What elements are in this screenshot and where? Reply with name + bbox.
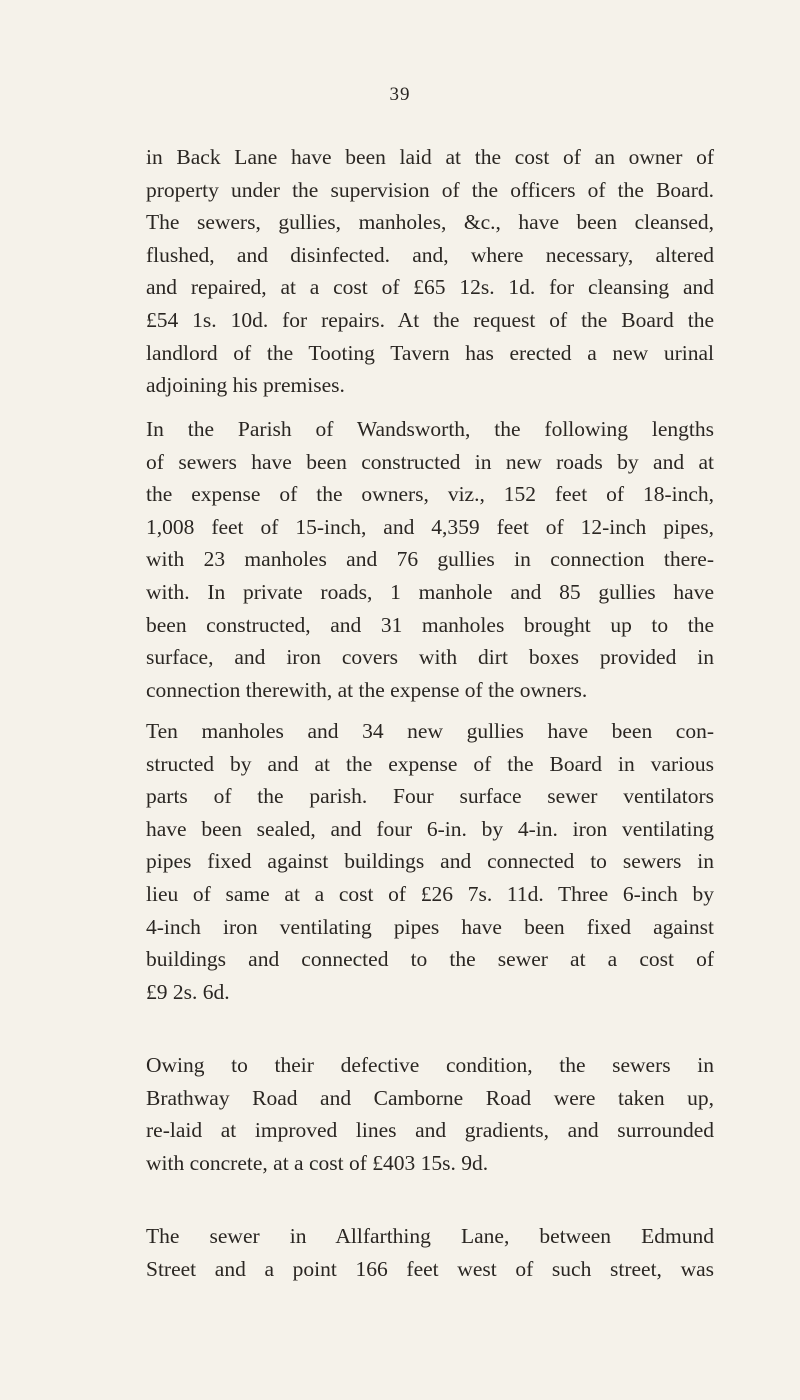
text-line: with. In private roads, 1 manhole and 85 gullies have (146, 579, 714, 604)
page-number: 39 (389, 84, 411, 105)
text-line: adjoining his premises. (146, 373, 345, 398)
text-line: £54 1s. 10d. for repairs. At the request of the Board the (146, 307, 714, 332)
text-line: The sewers, gullies, manholes, &c., have been cleansed, (146, 210, 714, 235)
paragraph-back-lane-sewers (146, 141, 714, 402)
text-line: with concrete, at a cost of £403 15s. 9d. (146, 1150, 489, 1175)
paragraph-defective-sewers (146, 1049, 714, 1179)
text-line: buildings and connected to the sewer at a cost of (146, 947, 714, 972)
paragraph-wandsworth-sewers (146, 413, 714, 706)
text-line: structed by and at the expense of the Board in various (146, 751, 714, 776)
text-line: Brathway Road and Camborne Road were taken up, (146, 1085, 714, 1110)
text-line: been constructed, and 31 manholes brought up to the (146, 612, 714, 637)
text-line: Ten manholes and 34 new gullies have been con- (146, 719, 714, 743)
text-line: have been sealed, and four 6-in. by 4-in. iron ventilating (146, 816, 714, 841)
paragraph-manholes-ventilators (146, 715, 714, 1008)
text-line: with 23 manholes and 76 gullies in connection there- (146, 547, 714, 572)
paragraph-allfarthing-lane (146, 1220, 714, 1285)
text-line: 4-inch iron ventilating pipes have been fixed against (146, 914, 714, 939)
text-line: of sewers have been constructed in new roads by and at (146, 449, 714, 474)
text-line: landlord of the Tooting Tavern has erected a new urinal (146, 340, 714, 365)
text-line: parts of the parish. Four surface sewer ventilators (146, 784, 714, 809)
text-line: In the Parish of Wandsworth, the following lengths (146, 417, 714, 441)
text-line: pipes fixed against buildings and connected to sewers in (146, 849, 714, 874)
text-line: Street and a point 166 feet west of such street, was (146, 1256, 714, 1281)
text-line: the expense of the owners, viz., 152 feet of 18-inch, (146, 482, 714, 507)
text-line: Owing to their defective condition, the sewers in (146, 1053, 714, 1077)
text-line: and repaired, at a cost of £65 12s. 1d. for cleansing and (146, 275, 714, 300)
text-line: in Back Lane have been laid at the cost of an owner of (146, 145, 714, 169)
text-line: flushed, and disinfected. and, where necessary, altered (146, 242, 714, 267)
text-line: £9 2s. 6d. (146, 979, 230, 1004)
text-line: surface, and iron covers with dirt boxes provided in (146, 645, 714, 670)
text-line: 1,008 feet of 15-inch, and 4,359 feet of 12-inch pipes, (146, 514, 714, 539)
text-line: The sewer in Allfarthing Lane, between Edmund (146, 1224, 714, 1248)
text-line: lieu of same at a cost of £26 7s. 11d. Three 6-inch by (146, 881, 714, 906)
text-line: property under the supervision of the officers of the Board. (146, 177, 714, 202)
text-line: re-laid at improved lines and gradients, and surrounded (146, 1118, 714, 1143)
text-line: connection therewith, at the expense of the owners. (146, 677, 588, 702)
